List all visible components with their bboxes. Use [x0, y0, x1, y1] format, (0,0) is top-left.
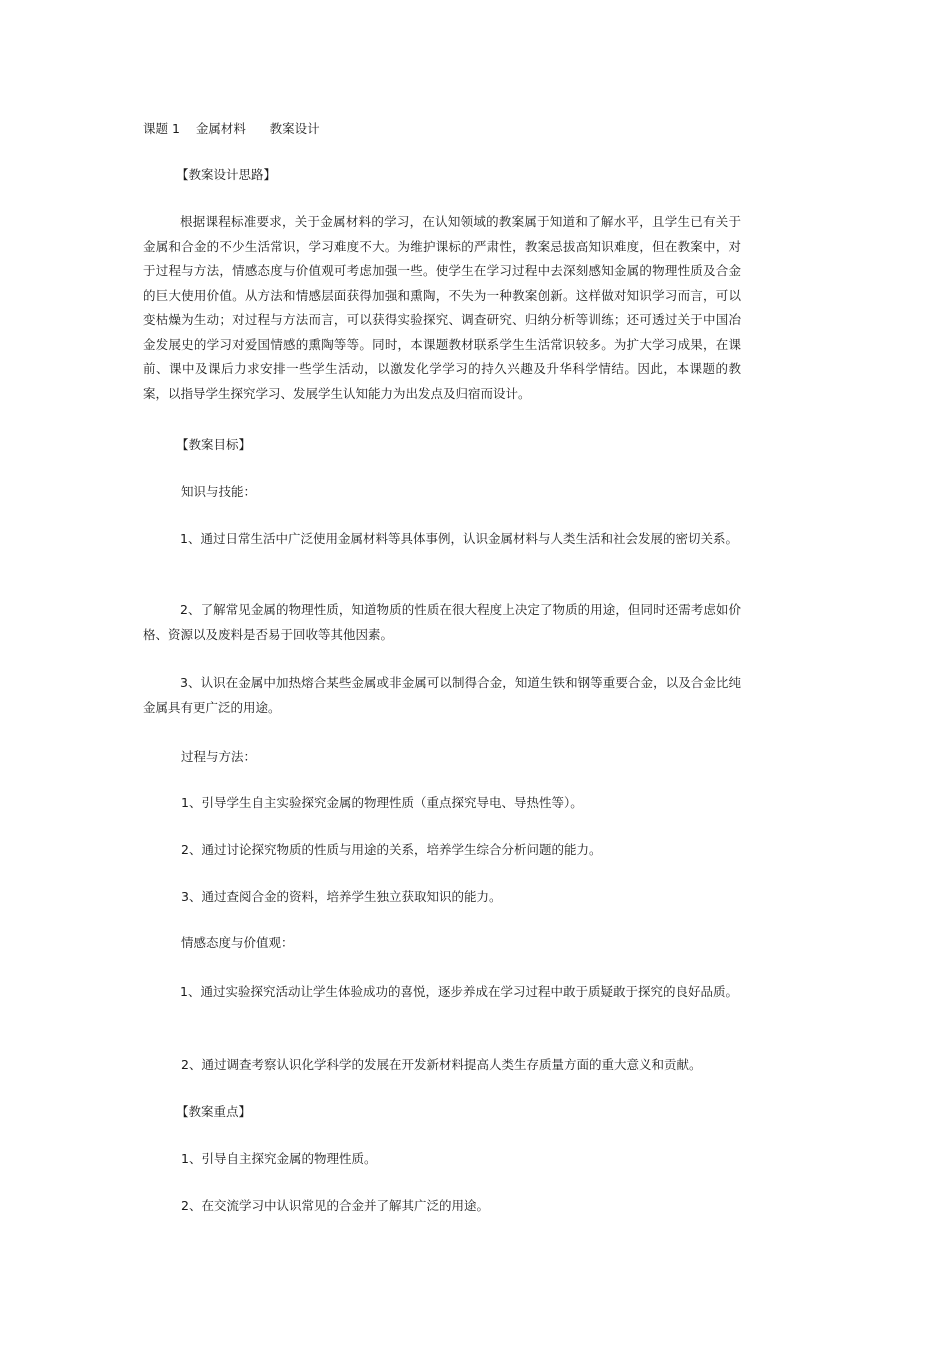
key-point-item: 1、引导自主探究金属的物理性质。 [181, 1151, 377, 1166]
process-item: 3、通过查阅合金的资料，培养学生独立获取知识的能力。 [181, 889, 502, 904]
process-label: 过程与方法： [181, 749, 257, 764]
attitude-item: 2、通过调查考察认识化学科学的发展在开发新材料提高人类生存质量方面的重大意义和贡献。 [181, 1057, 702, 1072]
attitude-item: 1、通过实验探究活动让学生体验成功的喜悦，逐步养成在学习过程中敢于质疑敢于探究的良好品质。 [180, 984, 738, 999]
process-item: 2、通过讨论探究物质的性质与用途的关系，培养学生综合分析问题的能力。 [181, 842, 602, 857]
design-idea-heading: 【教案设计思路】 [176, 167, 277, 182]
process-item: 1、引导学生自主实验探究金属的物理性质（重点探究导电、导热性等）。 [181, 795, 583, 810]
key-point-item: 2、在交流学习中认识常见的合金并了解其广泛的用途。 [181, 1198, 489, 1213]
document-title: 课题 1 金属材料 教案设计 [143, 121, 320, 136]
attitude-label: 情感态度与价值观： [181, 935, 294, 950]
knowledge-item: 1、通过日常生活中广泛使用金属材料等具体事例，认识金属材料与人类生活和社会发展的密切关系。 [180, 531, 738, 546]
knowledge-label: 知识与技能： [181, 484, 257, 499]
knowledge-item: 3、认识在金属中加热熔合某些金属或非金属可以制得合金，知道生铁和钢等重要合金，以及合金比纯金属具有更广泛的用途。 [143, 675, 741, 715]
design-idea-paragraph: 根据课程标准要求，关于金属材料的学习，在认知领域的教案属于知道和了解水平，且学生已有关于金属和合金的不少生活常识，学习难度不大。为维护课标的严肃性，教案忌拔高知识难度，但在教案中，对于过程与方法，情感态度与价值观可考虑加强一些。使学生在学习过程中去深刻感知金属的物理性质及合金的巨大使用价值。从方法和情感层面获得加强和熏陶，不失为一种教案创新。这样做对知识学习而言，可以变枯燥为生动；对过程与方法而言，可以获得实验探究、调查研究、归纳分析等训练；还可透过关于中国冶金发展史的学习对爱国情感的熏陶等等。同时，本课题教材联系学生生活常识较多。为扩大学习成果，在课前、课中及课后力求安排一些学生活动，以激发化学学习的持久兴趣及升华科学情结。因此，本课题的教案，以指导学生探究学习、发展学生认知能力为出发点及归宿而设计。 [143, 214, 741, 401]
key-points-heading: 【教案重点】 [176, 1104, 252, 1119]
knowledge-item: 2、了解常见金属的物理性质，知道物质的性质在很大程度上决定了物质的用途，但同时还需考虑如价格、资源以及废料是否易于回收等其他因素。 [143, 602, 741, 642]
objectives-heading: 【教案目标】 [176, 437, 252, 452]
